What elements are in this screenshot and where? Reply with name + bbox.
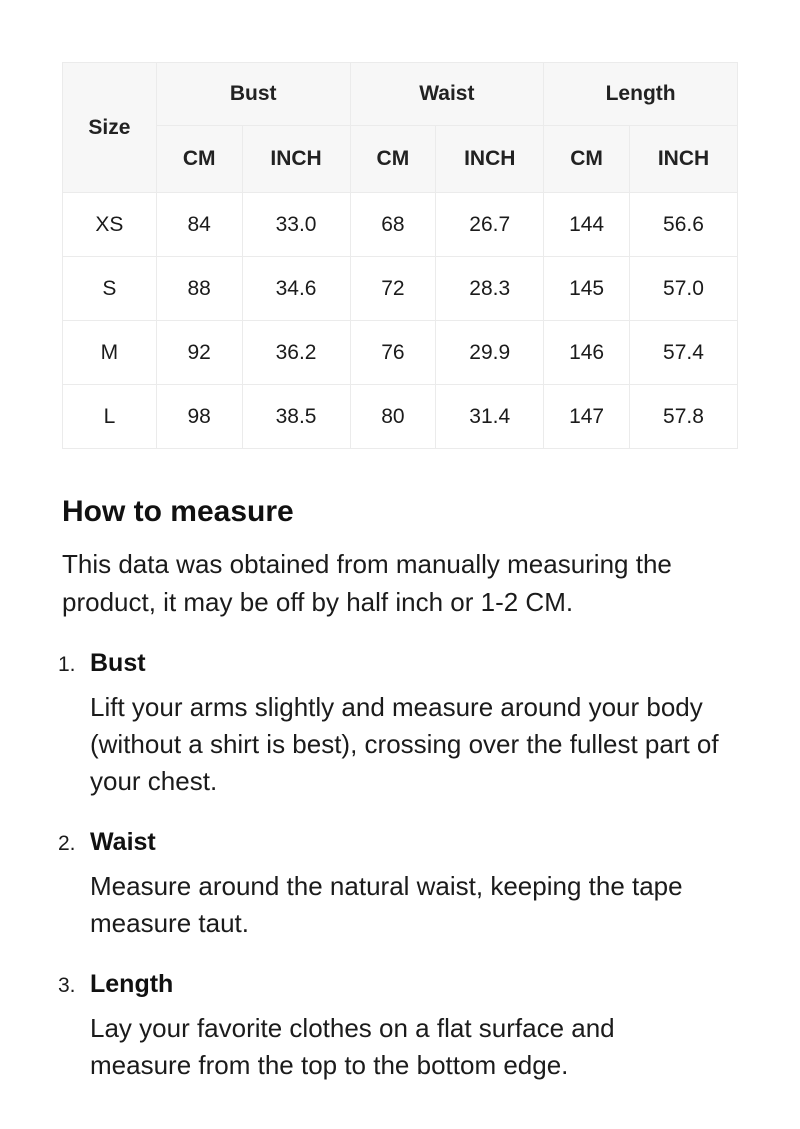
value-cell: 29.9 (436, 321, 544, 385)
value-cell: 72 (350, 257, 436, 321)
value-cell: 57.8 (629, 385, 737, 449)
length-group-header: Length (544, 63, 738, 126)
value-cell: 147 (544, 385, 630, 449)
length-cm-header: CM (544, 126, 630, 193)
size-chart-table (62, 62, 738, 449)
value-cell: 38.5 (242, 385, 350, 449)
value-cell: 88 (156, 257, 242, 321)
value-cell: 28.3 (436, 257, 544, 321)
table-row-l (63, 385, 738, 449)
size-cell: S (63, 257, 157, 321)
value-cell: 31.4 (436, 385, 544, 449)
value-cell: 57.4 (629, 321, 737, 385)
step-description: Lay your favorite clothes on a flat surface and measure from the top to the bottom edge. (90, 1013, 615, 1080)
size-cell: XS (63, 193, 157, 257)
value-cell: 36.2 (242, 321, 350, 385)
size-cell: M (63, 321, 157, 385)
measure-step-bust (58, 649, 740, 800)
bust-inch-header: INCH (242, 126, 350, 193)
value-cell: 144 (544, 193, 630, 257)
value-cell: 145 (544, 257, 630, 321)
how-to-measure-title: How to measure (62, 495, 294, 528)
size-column-header: Size (63, 63, 157, 193)
bust-cm-header: CM (156, 126, 242, 193)
step-number: 3. (58, 974, 76, 997)
waist-inch-header: INCH (436, 126, 544, 193)
step-title: Length (90, 970, 174, 998)
measure-step-length (58, 970, 740, 1084)
value-cell: 76 (350, 321, 436, 385)
value-cell: 146 (544, 321, 630, 385)
waist-cm-header: CM (350, 126, 436, 193)
length-inch-header: INCH (629, 126, 737, 193)
measure-steps-list (58, 649, 740, 1084)
table-row-xs (63, 193, 738, 257)
value-cell: 56.6 (629, 193, 737, 257)
value-cell: 98 (156, 385, 242, 449)
table-row-m (63, 321, 738, 385)
waist-group-header: Waist (350, 63, 544, 126)
value-cell: 84 (156, 193, 242, 257)
value-cell: 33.0 (242, 193, 350, 257)
step-description: Measure around the natural waist, keeping the tape measure taut. (90, 871, 683, 938)
step-number: 2. (58, 832, 76, 855)
step-title: Waist (90, 828, 156, 856)
step-number: 1. (58, 653, 76, 676)
bust-group-header: Bust (156, 63, 350, 126)
step-title: Bust (90, 649, 146, 677)
measure-step-waist (58, 828, 740, 942)
value-cell: 57.0 (629, 257, 737, 321)
value-cell: 68 (350, 193, 436, 257)
value-cell: 80 (350, 385, 436, 449)
table-row-s (63, 257, 738, 321)
value-cell: 26.7 (436, 193, 544, 257)
size-cell: L (63, 385, 157, 449)
value-cell: 34.6 (242, 257, 350, 321)
step-description: Lift your arms slightly and measure around your body (without a shirt is best), crossing over the fullest part of your chest. (90, 692, 719, 796)
value-cell: 92 (156, 321, 242, 385)
measure-intro-paragraph: This data was obtained from manually measuring the product, it may be off by half inch or 1-2 CM. (62, 549, 672, 617)
